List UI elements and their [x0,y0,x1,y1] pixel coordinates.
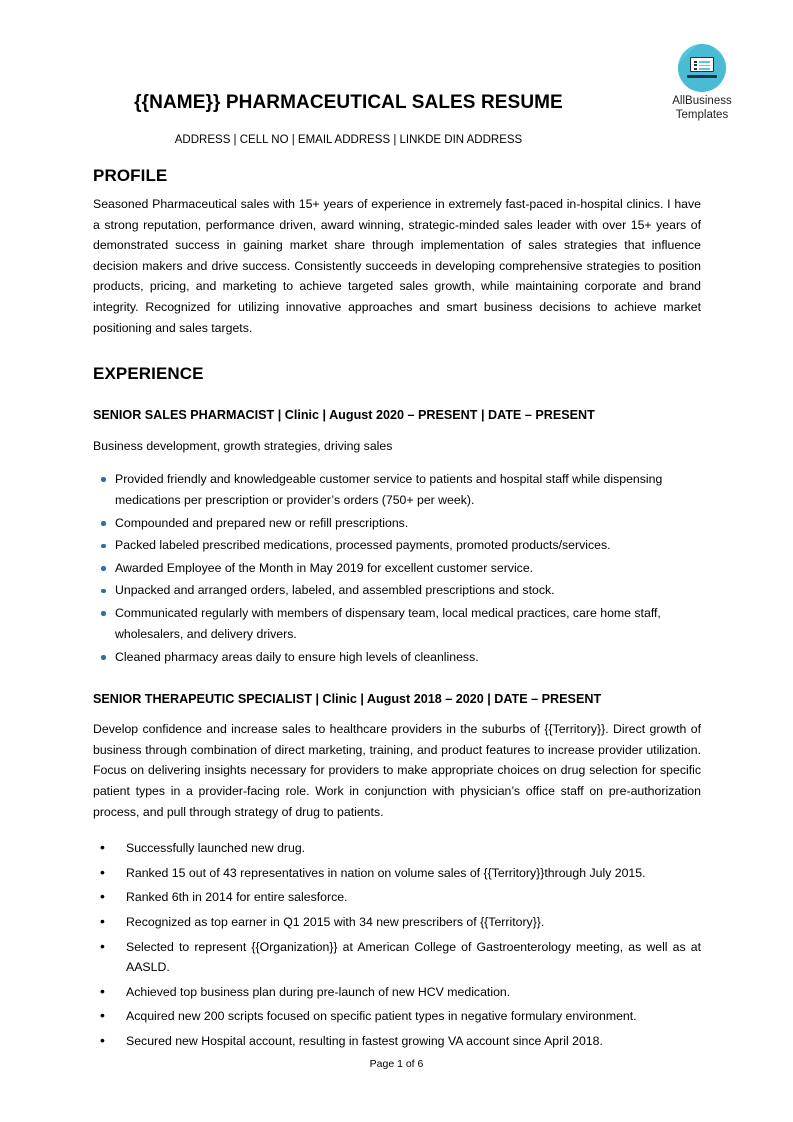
laptop-screen-dot [694,68,697,70]
list-item: • Selected to represent {{Organization}} at American College of Gastroenterology meeting, as well as at AASLD. [93,937,701,978]
profile-heading: PROFILE [93,166,168,185]
laptop-screen-line [699,65,710,67]
list-item: • Successfully launched new drug. [93,838,701,859]
list-item: Cleaned pharmacy areas daily to ensure high levels of cleanliness. [93,647,701,669]
laptop-icon [687,57,717,79]
list-item: • Achieved top business plan during pre-launch of new HCV medication. [93,982,701,1003]
logo-text-line2: Templates [675,108,729,121]
list-item: Packed labeled prescribed medications, processed payments, promoted products/services. [93,535,701,557]
job-title: SENIOR SALES PHARMACIST | Clinic | August 2020 – PRESENT | DATE – PRESENT [93,408,595,423]
logo-text-line1: AllBusiness [672,95,732,107]
list-item: • Recognized as top earner in Q1 2015 with 34 new prescribers of {{Territory}}. [93,912,701,933]
laptop-screen-dot [694,61,697,63]
list-item: Awarded Employee of the Month in May 2019 for excellent customer service. [93,558,701,580]
list-item: Unpacked and arranged orders, labeled, and assembled prescriptions and stock. [93,580,701,602]
laptop-screen-icon [690,57,714,72]
allbusiness-templates-logo [652,44,752,122]
job-bullet-list [93,469,701,669]
laptop-screen-line [699,61,710,63]
page-footer: Page 1 of 6 [369,1058,424,1070]
job-title: SENIOR THERAPEUTIC SPECIALIST | Clinic | August 2018 – 2020 | DATE – PRESENT [93,692,602,707]
contact-line: ADDRESS | CELL NO | EMAIL ADDRESS | LINKDE DIN ADDRESS [174,134,523,146]
job-paragraph: Develop confidence and increase sales to healthcare providers in the suburbs of {{Territory}}. Direct growth of business through combination of direct marketing, training, and product features to increase provider utilization. Focus on delivering insights necessary for providers to make appropriate choices on drug selection for specific patient types in a provider-facing role. Work in conjunction with physician’s office staff on pre-authorization process, and pull through strategy of drug to patients. [93,722,701,819]
list-item: Provided friendly and knowledgeable customer service to patients and hospital staff while dispensing medications per prescription or provider’s orders (750+ per week). [93,469,701,512]
list-item: • Acquired new 200 scripts focused on specific patient types in negative formulary environment. [93,1006,701,1027]
laptop-base [687,75,717,79]
logo-circle [678,44,726,92]
list-item: Communicated regularly with members of dispensary team, local medical practices, care home staff, wholesalers, and delivery drivers. [93,603,701,646]
list-item: Compounded and prepared new or refill prescriptions. [93,513,701,535]
page-title: {{NAME}} PHARMACEUTICAL SALES RESUME [134,92,563,113]
resume-content [93,166,701,1056]
list-item: • Ranked 6th in 2014 for entire salesforce. [93,887,701,908]
job-bullet-list [93,838,701,1051]
laptop-screen-dot [694,64,697,66]
laptop-screen-line [699,68,710,70]
profile-paragraph: Seasoned Pharmaceutical sales with 15+ years of experience in extremely fast-paced in-hospital clinics. I have a strong reputation, performance driven, award winning, strategic-minded sales leader with over 15+ years of demonstrated success in gaining market share through implementation of sales strategies that influence decision makers and drive success. Consistently succeeds in developing comprehensive strategies to position products, pricing, and marketing to achieve targeted sales growth, while maintaining corporate and brand integrity. Recognized for utilizing innovative approaches and smart business decisions to achieve market positioning and sales targets. [93,197,701,335]
list-item: • Secured new Hospital account, resulting in fastest growing VA account since April 2018. [93,1031,701,1052]
experience-heading: EXPERIENCE [93,364,204,384]
job-subline: Business development, growth strategies, driving sales [93,439,393,454]
list-item: • Ranked 15 out of 43 representatives in nation on volume sales of {{Territory}}through July 2015. [93,863,701,884]
logo-text [652,95,752,122]
